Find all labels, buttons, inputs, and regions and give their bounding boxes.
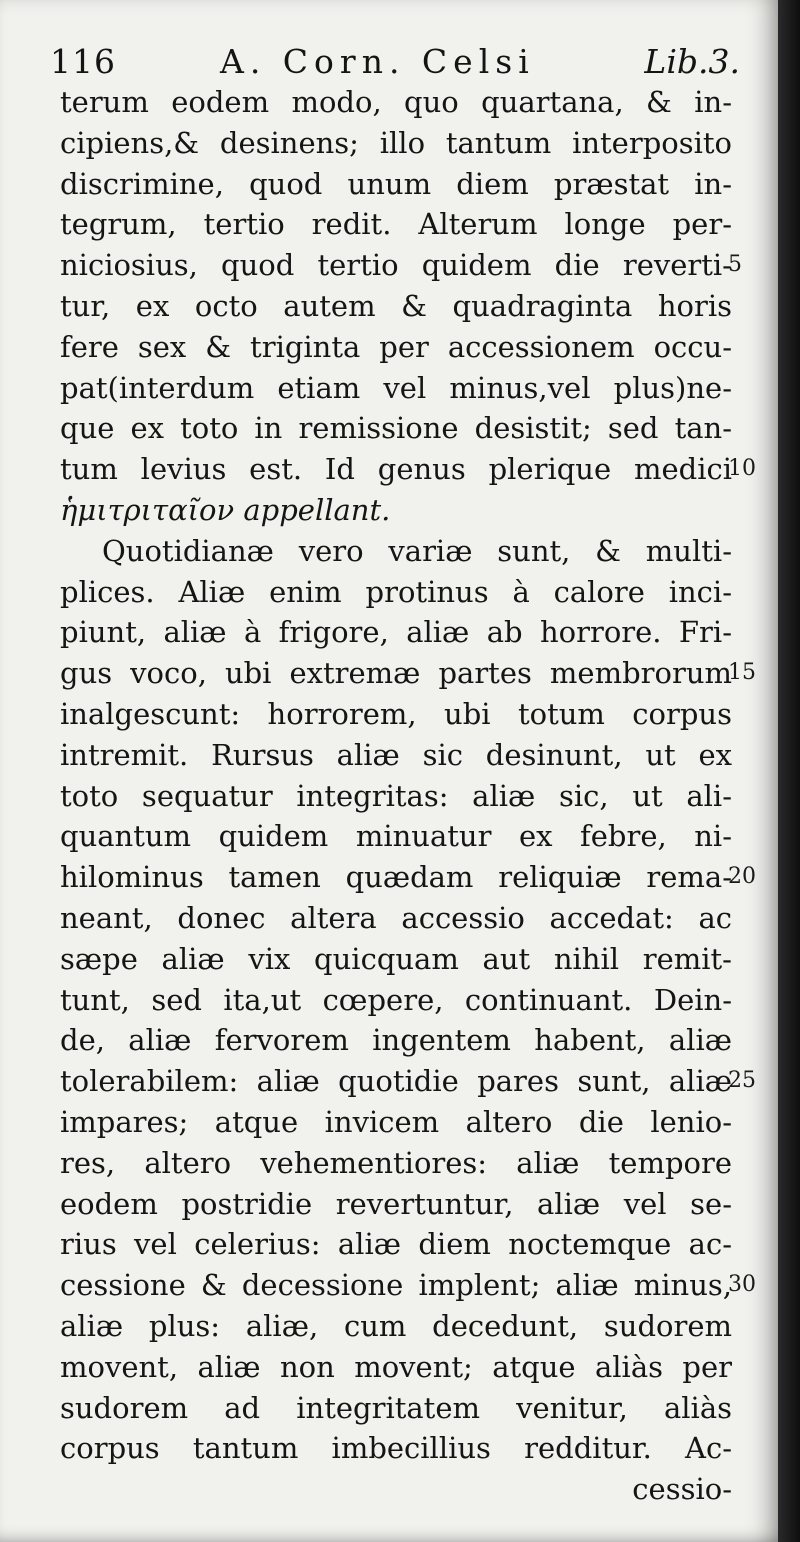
line-number: 25 [728,1068,756,1094]
text-line: toto sequatur integritas: aliæ sic, ut ali- [60,778,732,813]
line-number: 15 [728,660,756,686]
text-line: piunt, aliæ à frigore, aliæ ab horrore. Fri- [60,615,732,650]
text-line: neant, donec altera accessio accedat: ac [60,900,732,935]
text-line: eodem postridie revertuntur, aliæ vel se- [60,1186,732,1221]
text-line: impares; atque invicem altero die lenio- [60,1104,732,1139]
text-line: inalgescunt: horrorem, ubi totum corpus [60,696,732,731]
page-number: 116 [50,42,116,81]
line-number: 30 [728,1272,756,1298]
text-line: hilominus tamen quædam reliquiæ rema- [60,860,732,895]
text-line: corpus tantum imbecillius redditur. Ac- [60,1431,732,1466]
catchword: cessio- [632,1472,732,1507]
text-line: de, aliæ fervorem ingentem habent, aliæ [60,1023,732,1058]
line-number: 5 [728,252,742,278]
text-line: gus voco, ubi extremæ partes membrorum [60,656,732,691]
text-line: niciosius, quod tertio quidem die reverti- [60,248,732,283]
text-line: movent, aliæ non movent; atque aliàs per [60,1349,732,1384]
text-line: pat(interdum etiam vel minus,vel plus)ne- [60,370,732,405]
text-line: ἡμιτριταῖον appellant. [60,492,391,527]
text-line: tunt, sed ita,ut cœpere, continuant. Dein- [60,982,732,1017]
text-line: intremit. Rursus aliæ sic desinunt, ut ex [60,737,732,772]
text-line: res, altero vehementiores: aliæ tempore [60,1145,732,1180]
text-line: sæpe aliæ vix quicquam aut nihil remit- [60,941,732,976]
page-edge-shadow [778,0,800,1542]
book-reference: Lib.3. [644,42,740,81]
line-number: 10 [728,456,756,482]
text-line: terum eodem modo, quo quartana, & in- [60,85,732,119]
text-line: cessione & decessione implent; aliæ minus, [60,1268,732,1303]
line-number: 20 [728,864,756,890]
body-text [60,82,732,1510]
text-line: tum levius est. Id genus plerique medici [60,452,732,487]
text-line: rius vel celerius: aliæ diem noctemque ac- [60,1227,732,1262]
text-line: Quotidianæ vero variæ sunt, & multi- [102,533,732,568]
text-line: fere sex & triginta per accessionem occu- [60,329,732,364]
text-line: tegrum, tertio redit. Alterum longe per- [60,207,732,242]
text-line: aliæ plus: aliæ, cum decedunt, sudorem [60,1308,732,1343]
text-line: tolerabilem: aliæ quotidie pares sunt, aliæ [60,1064,732,1099]
text-line: que ex toto in remissione desistit; sed tan- [60,411,732,446]
running-title: A. Corn. Celsi [220,42,535,81]
text-line: sudorem ad integritatem venitur, aliàs [60,1390,732,1425]
text-line: cipiens,& desinens; illo tantum interposito [60,125,732,160]
text-line: discrimine, quod unum diem præstat in- [60,166,732,201]
text-line: tur, ex octo autem & quadraginta horis [60,288,732,323]
text-line: quantum quidem minuatur ex febre, ni- [60,819,732,854]
text-line: plices. Aliæ enim protinus à calore inci- [60,574,732,609]
